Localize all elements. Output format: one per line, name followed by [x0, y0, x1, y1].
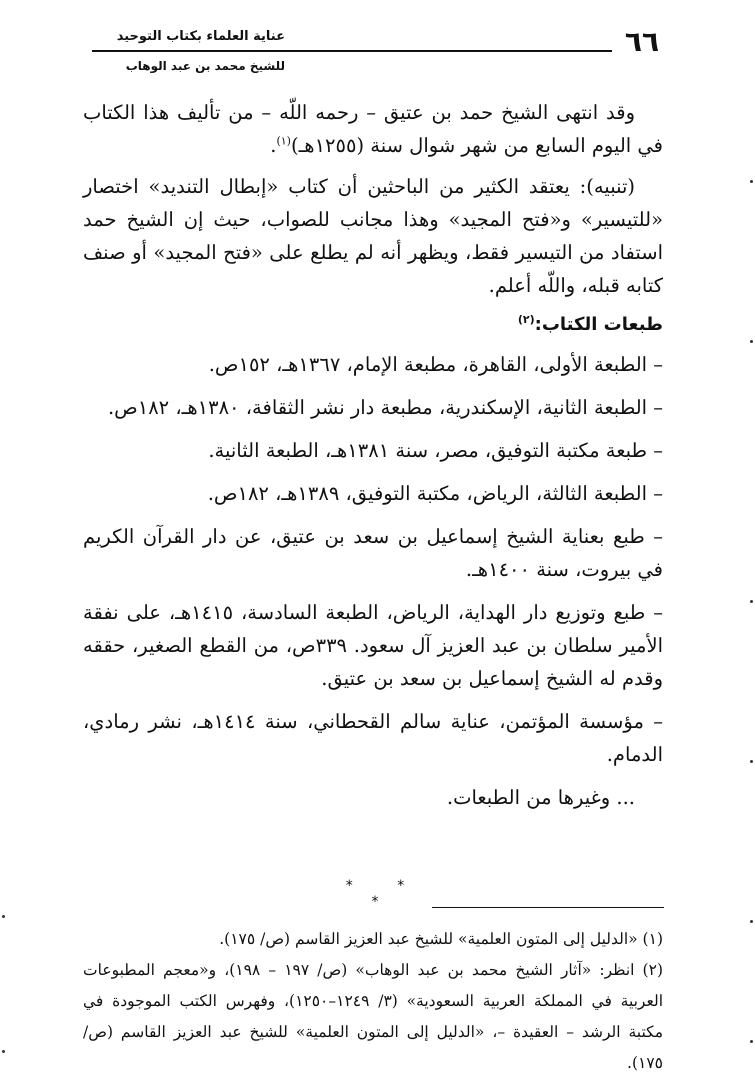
margin-mark [2, 1050, 5, 1053]
footnote-ref-1[interactable]: (١) [276, 134, 291, 148]
footnote-1: (١) «الدليل إلى المتون العلمية» للشيخ عبد العزيز القاسم (ص/ ١٧٥). [219, 930, 663, 948]
paragraph-note: (تنبيه): يعتقد الكثير من الباحثين أن كتاب «إبطال التنديد» اختصار «للتيسير» و«فتح المجيد» وهذا مجانب للصواب، حيث إن الشيخ حمد استفاد من التيسير فقط، ويظهر أنه لم يطلع على «فتح المجيد» أو صنف كتابه قبله، واللّه أعلم. [83, 175, 663, 297]
paragraph-completion-date [83, 96, 663, 162]
margin-mark [750, 920, 753, 923]
edition-item: – طبع بعناية الشيخ إسماعيل بن سعد بن عتيق، عن دار القرآن الكريم في بيروت، سنة ١٤٠٠هـ. [83, 525, 663, 581]
edition-item: – الطبعة الثالثة، الرياض، مكتبة التوفيق، ١٣٨٩هـ، ١٨٢ص. [207, 482, 663, 505]
edition-item: – الطبعة الثانية، الإسكندرية، مطبعة دار نشر الثقافة، ١٣٨٠هـ، ١٨٢ص. [107, 396, 663, 419]
edition-item: – طبعة مكتبة التوفيق، مصر، سنة ١٣٨١هـ، الطبعة الثانية. [208, 439, 663, 462]
edition-item: – طبع وتوزيع دار الهداية، الرياض، الطبعة السادسة، ١٤١٥هـ، على نفقة الأمير سلطان بن عبد العزيز آل سعود. ٣٣٩ص، من القطع الصغير، حققه وقدم له الشيخ إسماعيل بن سعد بن عتيق. [83, 601, 663, 690]
footnote-2: (٢) انظر: «آثار الشيخ محمد بن عبد الوهاب» (ص/ ١٩٧ – ١٩٨)، و«معجم المطبوعات العربية في المملكة العربية السعودية» (٣/ ١٢٤٩–١٢٥٠)، وفهرس الكتب الموجودة في مكتبة الرشد – العقيدة –، «الدليل إلى المتون العلمية» للشيخ عبد العزيز القاسم (ص/ ١٧٥). [83, 961, 663, 1072]
margin-mark [750, 760, 753, 763]
ellipsis-line: ... وغيرها من الطبعات. [446, 786, 635, 809]
page-number: ٦٦ [624, 25, 660, 58]
margin-mark [750, 340, 753, 343]
footnote-ref-2[interactable]: (٢) [517, 313, 535, 326]
paragraph-end: . [270, 134, 277, 157]
margin-mark [750, 600, 753, 603]
margin-mark [750, 180, 753, 183]
body-text [83, 96, 663, 814]
running-subtitle: للشيخ محمد بن عبد الوهاب [125, 59, 285, 73]
section-divider-stars: * * * [345, 878, 425, 910]
footnotes [83, 924, 663, 1079]
paragraph-text: وقد انتهى الشيخ حمد بن عتيق – رحمه اللّه – من تأليف هذا الكتاب في اليوم السابع من شهر شوال سنة (١٢٥٥هـ) [83, 101, 663, 157]
running-title: عناية العلماء بكتاب التوحيد [116, 29, 285, 44]
header-rule [92, 50, 612, 52]
edition-item: – مؤسسة المؤتمن، عناية سالم القحطاني، سنة ١٤١٤هـ، نشر رمادي، الدمام. [83, 710, 663, 766]
footnote-rule [432, 907, 664, 908]
margin-mark [750, 1040, 753, 1043]
edition-item: – الطبعة الأولى، القاهرة، مطبعة الإمام، ١٣٦٧هـ، ١٥٢ص. [208, 353, 663, 376]
heading-text: طبعات الكتاب: [534, 314, 663, 335]
section-heading [83, 310, 663, 340]
margin-mark [2, 915, 5, 918]
